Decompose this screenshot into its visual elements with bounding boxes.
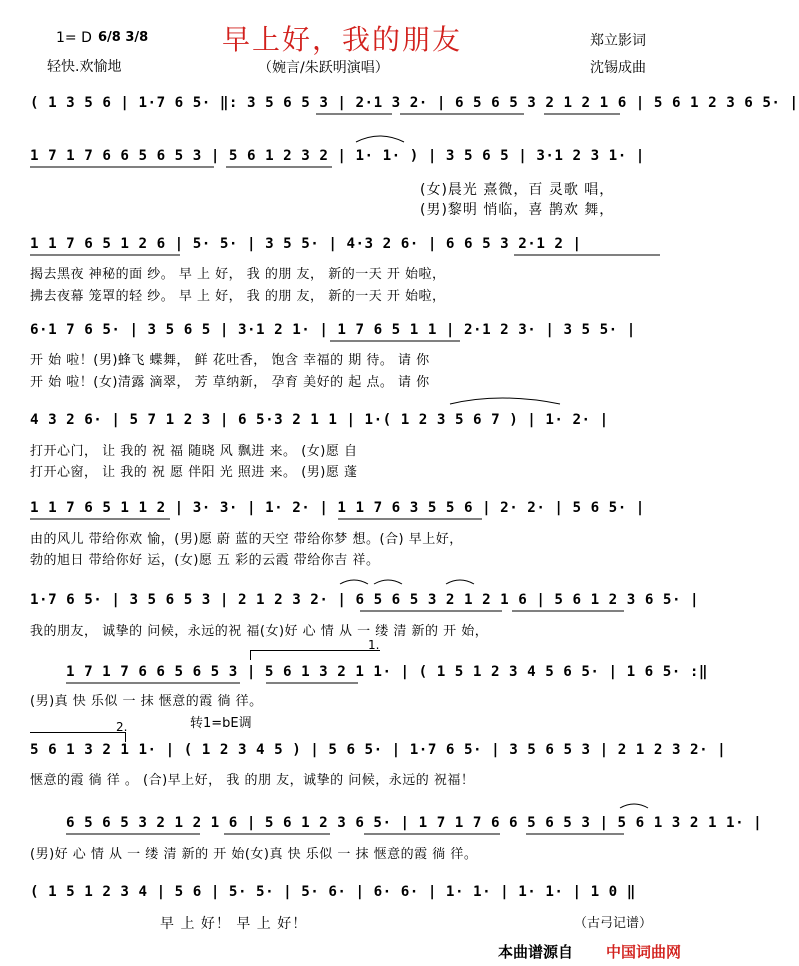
score-row-3-lyrics-verse-1: 揭去黑夜 神秘的面 纱。 早 上 好， 我 的朋 友， 新的一天 开 始啦，	[30, 267, 446, 282]
score-row-8-notes: 1 7 1 7 6 6 5 6 5 3 | 5 6 1 3 2 1 1· | ( 1 5 1 2 3 4 5 6 5· | 1 6 5· :‖	[66, 664, 708, 680]
score-row-2-lyrics-male: (男)黎明 悄临，喜 鹊欢 舞，	[420, 202, 615, 218]
score-row-4-lyrics-verse-1: 开 始 啦！(男)蜂飞 蝶舞， 鲜 花吐香， 饱含 幸福的 期 待。 请 你	[30, 353, 430, 368]
key-signature: 1= D	[56, 30, 92, 46]
transcriber-credit: （古弓记谱）	[574, 916, 653, 931]
score-row-2-notes: 1 7 1 7 6 6 5 6 5 3 | 5 6 1 2 3 2 | 1· 1· ) | 3 5 6 5 | 3·1 2 3 1· |	[30, 148, 645, 164]
score-row-6-lyrics-verse-1: 由的风儿 带给你欢 愉，(男)愿 蔚 蓝的天空 带给你梦 想。(合) 早上好，	[30, 532, 463, 547]
slur	[340, 580, 368, 584]
score-row-5-lyrics-verse-2: 打开心窗， 让 我的 祝 愿 伴阳 光 照进 来。 (男)愿 蓬	[30, 465, 358, 480]
score-row-2-lyrics-female: (女)晨光 熹微，百 灵歌 唱，	[420, 182, 615, 198]
source-label: 本曲谱源自	[498, 943, 574, 961]
volta-2-bracket	[30, 732, 125, 733]
slur	[374, 580, 402, 584]
slur	[620, 804, 648, 808]
score-row-10-notes: 6 5 6 5 3 2 1 2 1 6 | 5 6 1 2 3 6 5· | 1 7 1 7 6 6 5 6 5 3 | 5 6 1 3 2 1 1· |	[66, 815, 763, 831]
time-signature: 6/8 3/8	[98, 30, 149, 45]
volta-2-label: 2.	[116, 720, 128, 734]
volta-1-label: 1.	[368, 638, 380, 652]
volta-1-bracket-hook	[250, 650, 251, 660]
score-row-4-lyrics-verse-2: 开 始 啦！(女)清露 滴翠， 芳 草纳新， 孕育 美好的 起 点。 请 你	[30, 375, 430, 390]
score-row-7-notes: 1·7 6 5· | 3 5 6 5 3 | 2 1 2 3 2· | 6 5 6 5 3 2 1 2 1 6 | 5 6 1 2 3 6 5· |	[30, 592, 700, 608]
score-row-7-lyrics: 我的朋友， 诚挚的 问候，永远的祝 福(女)好 心 情 从 一 缕 清 新的 开 始，	[30, 624, 489, 639]
score-row-5-notes: 4 3 2 6· | 5 7 1 2 3 | 6 5·3 2 1 1 | 1·( 1 2 3 5 6 7 ) | 1· 2· |	[30, 412, 609, 428]
score-row-8-lyrics: (男)真 快 乐似 一 抹 惬意的霞 徜 徉。	[30, 694, 263, 709]
performer-credit: （婉言/朱跃明演唱）	[258, 60, 389, 76]
slur	[446, 580, 474, 584]
score-row-1-notes: ( 1 3 5 6 | 1·7 6 5· ‖: 3 5 6 5 3 | 2·1 3 2· | 6 5 6 5 3 2 1 2 1 6 | 5 6 1 2 3 6 5· |	[30, 95, 799, 111]
song-title: 早上好，我的朋友	[222, 23, 463, 56]
score-row-5-lyrics-verse-1: 打开心门， 让 我的 祝 福 随晓 风 飘进 来。 (女)愿 自	[30, 444, 358, 459]
score-row-9-lyrics: 惬意的霞 徜 徉 。 (合)早上好， 我 的朋 友，诚挚的 问候，永远的 祝福！	[30, 773, 475, 788]
source-site-link[interactable]: 中国词曲网	[606, 943, 682, 961]
score-row-9-notes: 5 6 1 3 2 1 1· | ( 1 2 3 4 5 ) | 5 6 5· | 1·7 6 5· | 3 5 6 5 3 | 2 1 2 3 2· |	[30, 742, 727, 758]
score-row-11-lyrics: 早 上 好！ 早 上 好！	[160, 916, 308, 932]
lyricist-credit: 郑立影词	[590, 33, 646, 49]
slur	[450, 398, 560, 404]
score-row-4-notes: 6·1 7 6 5· | 3 5 6 5 | 3·1 2 1· | 1 7 6 5 1 1 | 2·1 2 3· | 3 5 5· |	[30, 322, 636, 338]
score-row-3-notes: 1 1 7 6 5 1 2 6 | 5· 5· | 3 5 5· | 4·3 2 6· | 6 6 5 3 2·1 2 |	[30, 236, 582, 252]
score-row-6-lyrics-verse-2: 勃的旭日 带给你好 运，(女)愿 五 彩的云霞 带给你吉 祥。	[30, 553, 380, 568]
slur	[356, 136, 404, 142]
score-row-6-notes: 1 1 7 6 5 1 1 2 | 3· 3· | 1· 2· | 1 1 7 6 3 5 5 6 | 2· 2· | 5 6 5· |	[30, 500, 645, 516]
tempo-marking: 轻快.欢愉地	[47, 59, 122, 75]
key-change-annotation: 转1=bE调	[190, 716, 252, 731]
score-row-10-lyrics: (男)好 心 情 从 一 缕 清 新的 开 始(女)真 快 乐似 一 抹 惬意的霞 徜 徉。	[30, 847, 478, 862]
composer-credit: 沈锡成曲	[590, 60, 646, 76]
volta-1-bracket	[250, 650, 380, 651]
score-row-11-notes: ( 1 5 1 2 3 4 | 5 6 | 5· 5· | 5· 6· | 6· 6· | 1· 1· | 1· 1· | 1 0 ‖	[30, 884, 636, 900]
score-row-3-lyrics-verse-2: 拂去夜幕 笼罩的轻 纱。 早 上 好， 我 的朋 友， 新的一天 开 始啦，	[30, 289, 446, 304]
